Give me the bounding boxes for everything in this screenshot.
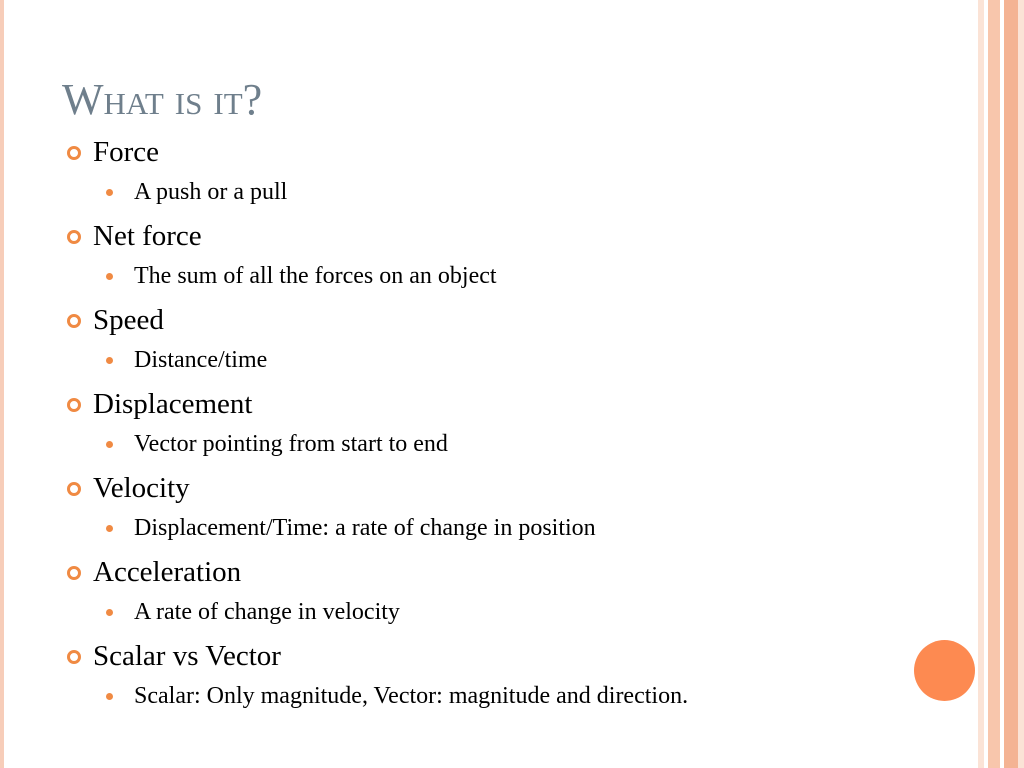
term-label: Force [93,136,160,168]
dot-bullet-icon [106,693,113,700]
term-label: Velocity [93,472,190,504]
definition-row [62,592,794,636]
dot-bullet-icon [106,441,113,448]
term-row [62,552,822,592]
term-label: Displacement [93,388,253,420]
stripe [988,0,1000,768]
definition-text: A push or a pull [134,179,288,205]
term-row [62,216,822,256]
term-label: Acceleration [93,556,242,588]
dot-bullet-icon [106,189,113,196]
definition-text: A rate of change in velocity [134,599,400,625]
definition-row [62,256,794,300]
term-label: Net force [93,220,202,252]
right-stripe-decoration [978,0,1024,768]
definition-row [62,424,794,468]
definition-text: Distance/time [134,347,268,373]
definition-row [62,508,794,552]
list-item [62,552,822,636]
ring-bullet-icon [67,314,81,328]
bullet-list [62,132,822,720]
left-border-decoration [0,0,4,768]
dot-bullet-icon [106,273,113,280]
ring-bullet-icon [67,482,81,496]
definition-row [62,172,794,216]
list-item [62,300,822,384]
stripe [1004,0,1018,768]
definition-row [62,676,794,720]
definition-row [62,340,794,384]
slide-title: What is it? [62,75,263,124]
definition-text: The sum of all the forces on an object [134,263,497,289]
dot-bullet-icon [106,525,113,532]
ring-bullet-icon [67,566,81,580]
term-label: Speed [93,304,164,336]
list-item [62,384,822,468]
term-row [62,468,822,508]
ring-bullet-icon [67,146,81,160]
term-row [62,636,822,676]
stripe [1018,0,1024,768]
term-row [62,300,822,340]
list-item [62,636,822,720]
definition-text: Displacement/Time: a rate of change in position [134,515,596,541]
term-label: Scalar vs Vector [93,640,281,672]
definition-text: Scalar: Only magnitude, Vector: magnitude and direction. [134,683,689,709]
term-row [62,132,822,172]
dot-bullet-icon [106,609,113,616]
dot-bullet-icon [106,357,113,364]
list-item [62,216,822,300]
list-item [62,468,822,552]
list-item [62,132,822,216]
definition-text: Vector pointing from start to end [134,431,448,457]
ring-bullet-icon [67,398,81,412]
ring-bullet-icon [67,650,81,664]
accent-circle-decoration [914,640,975,701]
term-row [62,384,822,424]
ring-bullet-icon [67,230,81,244]
